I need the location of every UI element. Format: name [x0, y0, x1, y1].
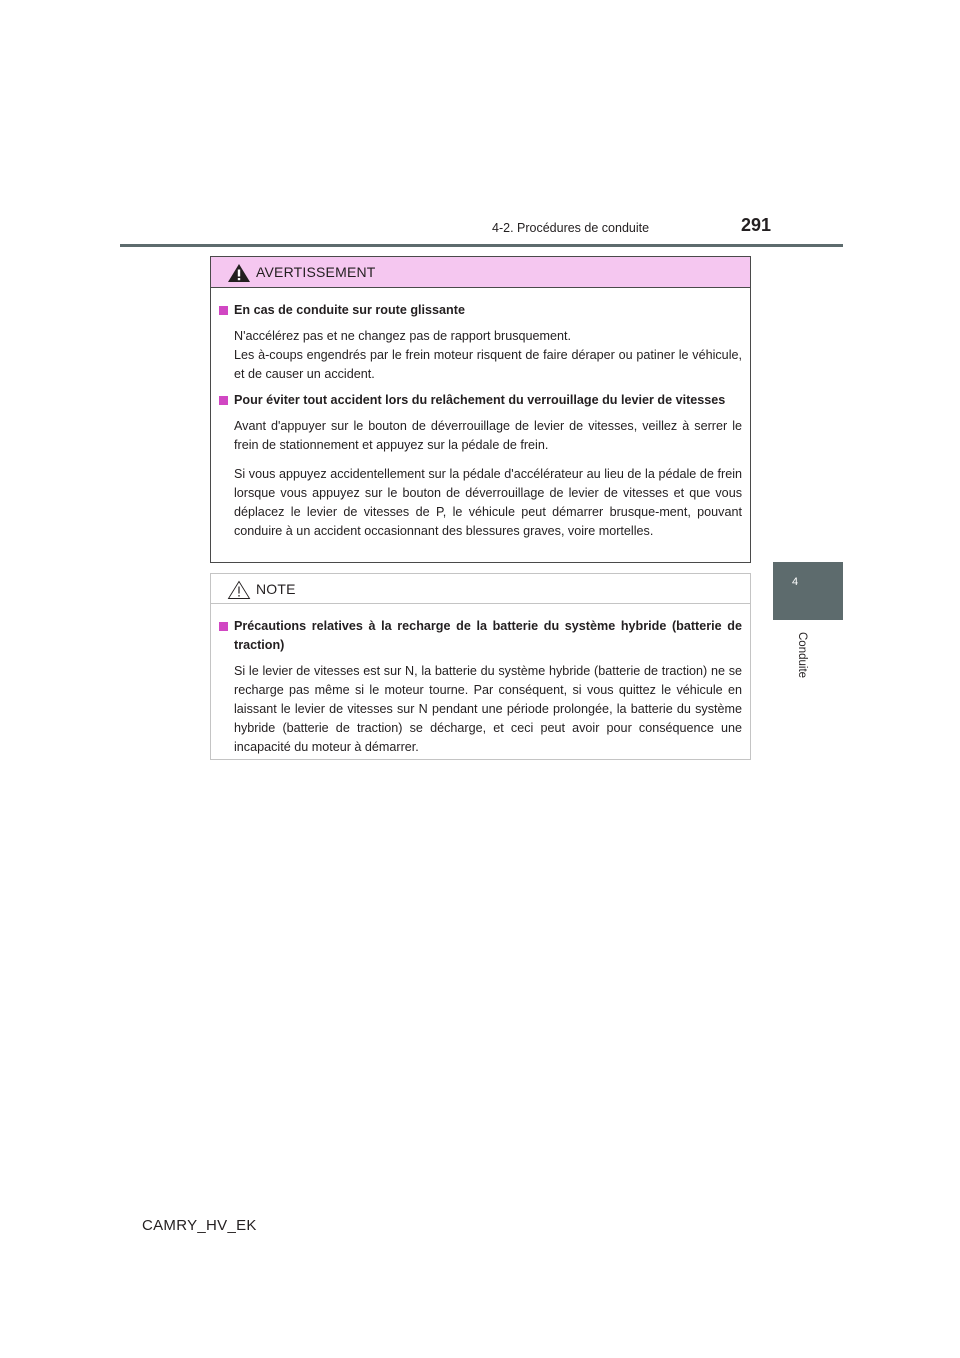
warning-triangle-filled-icon	[227, 263, 251, 283]
square-bullet-icon	[219, 622, 228, 631]
caution-triangle-outline-icon	[227, 580, 251, 600]
chapter-label: Conduite	[796, 632, 808, 679]
chapter-number: 4	[791, 576, 799, 588]
square-bullet-icon	[219, 396, 228, 405]
note-header	[211, 574, 750, 604]
warning-paragraph: Si vous appuyez accidentellement sur la pédale d'accélérateur au lieu de la pédale de frein lorsque vous appuyez sur le bouton de déverrouillage de levier de vitesses et que vous déplacez le levier de vitesses de P, le véhicule peut démarrer brusque-ment, pouvant conduire à un accident occasionnant des blessures graves, voire mortelles.	[234, 467, 742, 538]
chapter-tab[interactable]	[773, 562, 843, 620]
note-body	[211, 604, 750, 757]
warning-paragraph: N'accélérez pas et ne changez pas de rapport brusquement.	[234, 329, 572, 343]
warning-box	[210, 256, 751, 563]
note-box	[210, 573, 751, 760]
warning-item-title: Pour éviter tout accident lors du relâchement du verrouillage du levier de vitesses	[219, 391, 742, 410]
section-title: 4-2. Procédures de conduite	[492, 221, 650, 235]
warning-item-title: En cas de conduite sur route glissante	[219, 301, 742, 320]
note-item-title: Précautions relatives à la recharge de la batterie du système hybride (batterie de traction)	[219, 617, 742, 655]
note-paragraph: Si le levier de vitesses est sur N, la batterie du système hybride (batterie de traction) ne se recharge pas même si le moteur tourne. Par conséquent, si vous quittez le véhicule en laissant le levier de vitesses sur N pendant une période prolongée, la batterie du système hybride (batterie de traction) se décharge, et ceci peut avoir pour conséquence une incapacité du moteur à démarrer.	[234, 664, 742, 754]
warning-paragraph: Les à-coups engendrés par le frein moteur risquent de faire déraper ou patiner le véhicule, et de causer un accident.	[234, 348, 742, 381]
page-number: 291	[741, 215, 772, 235]
warning-paragraph: Avant d'appuyer sur le bouton de déverrouillage de levier de vitesses, veillez à serrer le frein de stationnement et appuyez sur la pédale de frein.	[234, 419, 742, 452]
warning-header	[211, 257, 750, 288]
note-label: NOTE	[256, 581, 296, 597]
square-bullet-icon	[219, 306, 228, 315]
header-rule	[120, 244, 843, 247]
model-code: CAMRY_HV_EK	[142, 1217, 257, 1234]
warning-label: AVERTISSEMENT	[256, 264, 376, 280]
warning-body	[211, 288, 750, 541]
